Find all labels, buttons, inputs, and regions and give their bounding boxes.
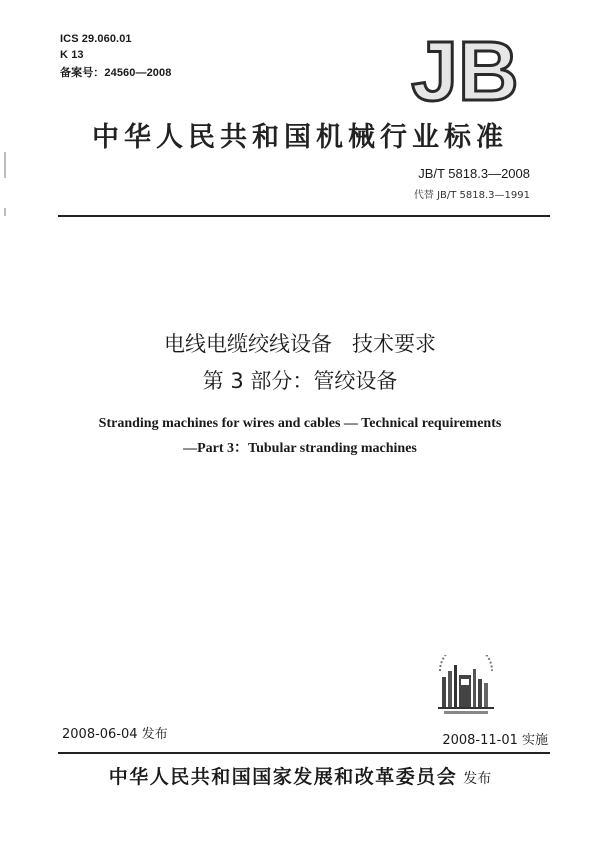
title-english-line1: Stranding machines for wires and cables — Technical requirements: [98, 416, 502, 431]
ccs-code: K 13: [60, 49, 84, 61]
standard-replaces: 代替 JB/T 5818.3—1991: [413, 190, 530, 201]
jb-logo-text: JB: [411, 32, 519, 108]
top-divider: [58, 215, 550, 217]
filing-number: 备案号：24560—2008: [60, 67, 172, 79]
standard-number: JB/T 5818.3—2008: [418, 166, 530, 181]
page-title: 中华人民共和国机械行业标准: [92, 122, 508, 153]
implementation-date: 2008-11-01 实施: [442, 733, 548, 748]
scan-artifact: [4, 208, 6, 216]
scan-artifact: [4, 152, 6, 178]
issue-label: 发布: [463, 771, 492, 787]
publisher-emblem-icon: [432, 655, 500, 717]
title-chinese-line1: 电线电缆绞线设备 技术要求: [163, 332, 437, 356]
title-english-line2: —Part 3：Tubular stranding machines: [183, 441, 417, 456]
issue-date: 2008-06-04 发布: [62, 727, 168, 742]
title-chinese-line2: 第 3 部分：管绞设备: [202, 369, 398, 393]
issuing-authority: 中华人民共和国国家发展和改革委员会: [108, 766, 458, 788]
jb-logo: [404, 32, 526, 108]
bottom-divider: [58, 752, 550, 754]
footer: [0, 762, 600, 789]
ics-code: ICS 29.060.01: [60, 33, 132, 45]
